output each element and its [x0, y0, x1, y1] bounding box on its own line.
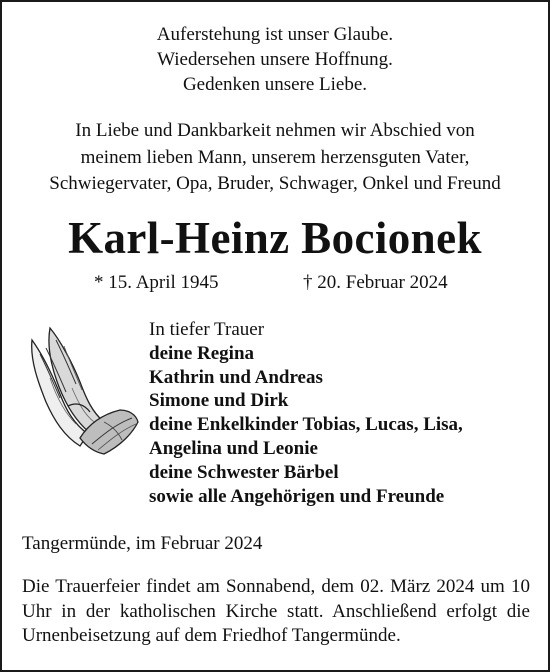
place-date: Tangermünde, im Februar 2024 [22, 533, 263, 554]
mourner-line: Kathrin und Andreas [149, 366, 323, 388]
mourners-list [149, 318, 463, 508]
mourning-phrase: In tiefer Trauer [149, 319, 265, 340]
intro-line: Schwiegervater, Opa, Bruder, Schwager, Onkel und Freund [49, 173, 501, 194]
mourner-line: deine Enkelkinder Tobias, Lucas, Lisa, [149, 414, 463, 436]
intro-line: meinem lieben Mann, unserem herzensguten Vater, [80, 146, 470, 168]
motto [2, 22, 548, 97]
praying-hands-icon [20, 318, 140, 468]
mourner-line: deine Schwester Bärbel [149, 461, 339, 483]
intro-text [2, 118, 548, 198]
mourner-line: sowie alle Angehörigen und Freunde [149, 485, 445, 507]
intro-line: In Liebe und Dankbarkeit nehmen wir Abschied von [75, 120, 475, 141]
birth-date: * 15. April 1945 [94, 272, 219, 293]
mourner-line: Simone und Dirk [149, 390, 289, 412]
funeral-service-info: Die Trauerfeier findet am Sonnabend, dem 02. März 2024 um 10 Uhr in der katholischen Kirche statt. Anschließend erfolgt die Urnenbeisetzung auf dem Friedhof Tangermünde. [22, 576, 530, 646]
mourner-line: deine Regina [149, 342, 255, 364]
motto-line: Wiedersehen unsere Hoffnung. [157, 49, 393, 70]
mourner-line: Angelina und Leonie [149, 437, 318, 459]
death-date: † 20. Februar 2024 [303, 272, 448, 293]
deceased-name: Karl-Heinz Bocionek [68, 213, 482, 263]
motto-line: Gedenken unsere Liebe. [182, 74, 368, 95]
life-dates [2, 272, 548, 298]
motto-line: Auferstehung ist unser Glaube. [156, 24, 394, 45]
